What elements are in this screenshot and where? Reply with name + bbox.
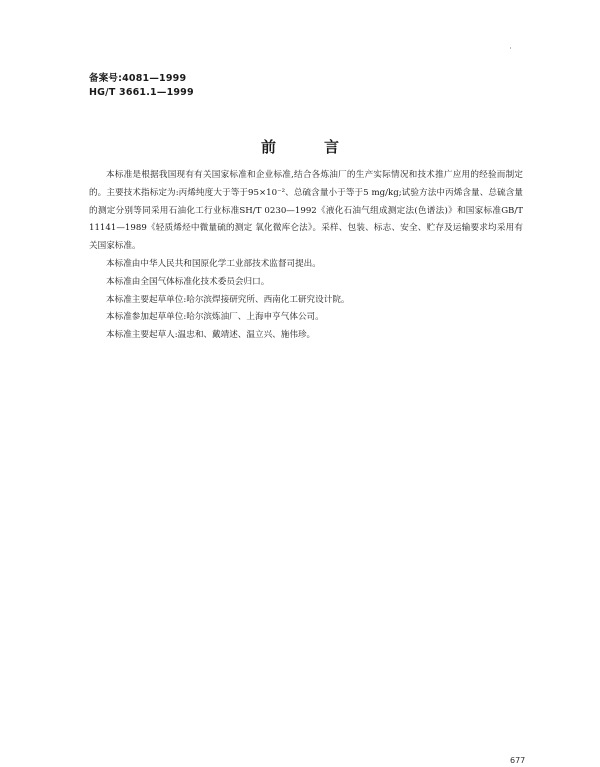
page-number: 677 <box>510 756 526 765</box>
scan-speck <box>510 47 511 49</box>
filing-number: 备案号:4081—1999 <box>89 73 187 84</box>
paragraph-centralized-by: 本标准由全国气体标准化技术委员会归口。 <box>106 276 270 287</box>
standard-code: HG/T 3661.1—1999 <box>89 87 194 98</box>
paragraph-technical-basis: 本标准是根据我国现有有关国家标准和企业标准,结合各炼油厂的生产实际情况和技术推广应用的经验而制定的。主要技术指标定为:丙烯纯度大于等于95×10⁻²、总硫含量小于等于5 mg/kg;试验方法中丙烯含量、总硫含量的测定分别等同采用石油化工行业标准SH/T 0230—1992《液化石油气组成测定法(色谱法)》和国家标准GB/T 11141—1989《轻质烯烃中微量硫的测定 氧化微库仑法》。采样、包装、标志、安全、贮存及运输要求均采用有关国家标准。 <box>89 170 523 252</box>
paragraph-main-drafters: 本标准主要起草人:温忠和、戴靖述、温立兴、施伟珍。 <box>106 330 316 341</box>
paragraph-main-drafters-org: 本标准主要起草单位:哈尔滨焊接研究所、西南化工研究设计院。 <box>106 294 350 305</box>
paragraph-proposed-by: 本标准由中华人民共和国原化学工业部技术监督司提出。 <box>106 258 321 269</box>
page-title: 前言 <box>260 138 387 156</box>
paragraph-participating-org: 本标准参加起草单位:哈尔滨炼油厂、上海申亨气体公司。 <box>106 312 324 323</box>
filing-header <box>89 72 194 100</box>
foreword-body <box>89 167 523 345</box>
